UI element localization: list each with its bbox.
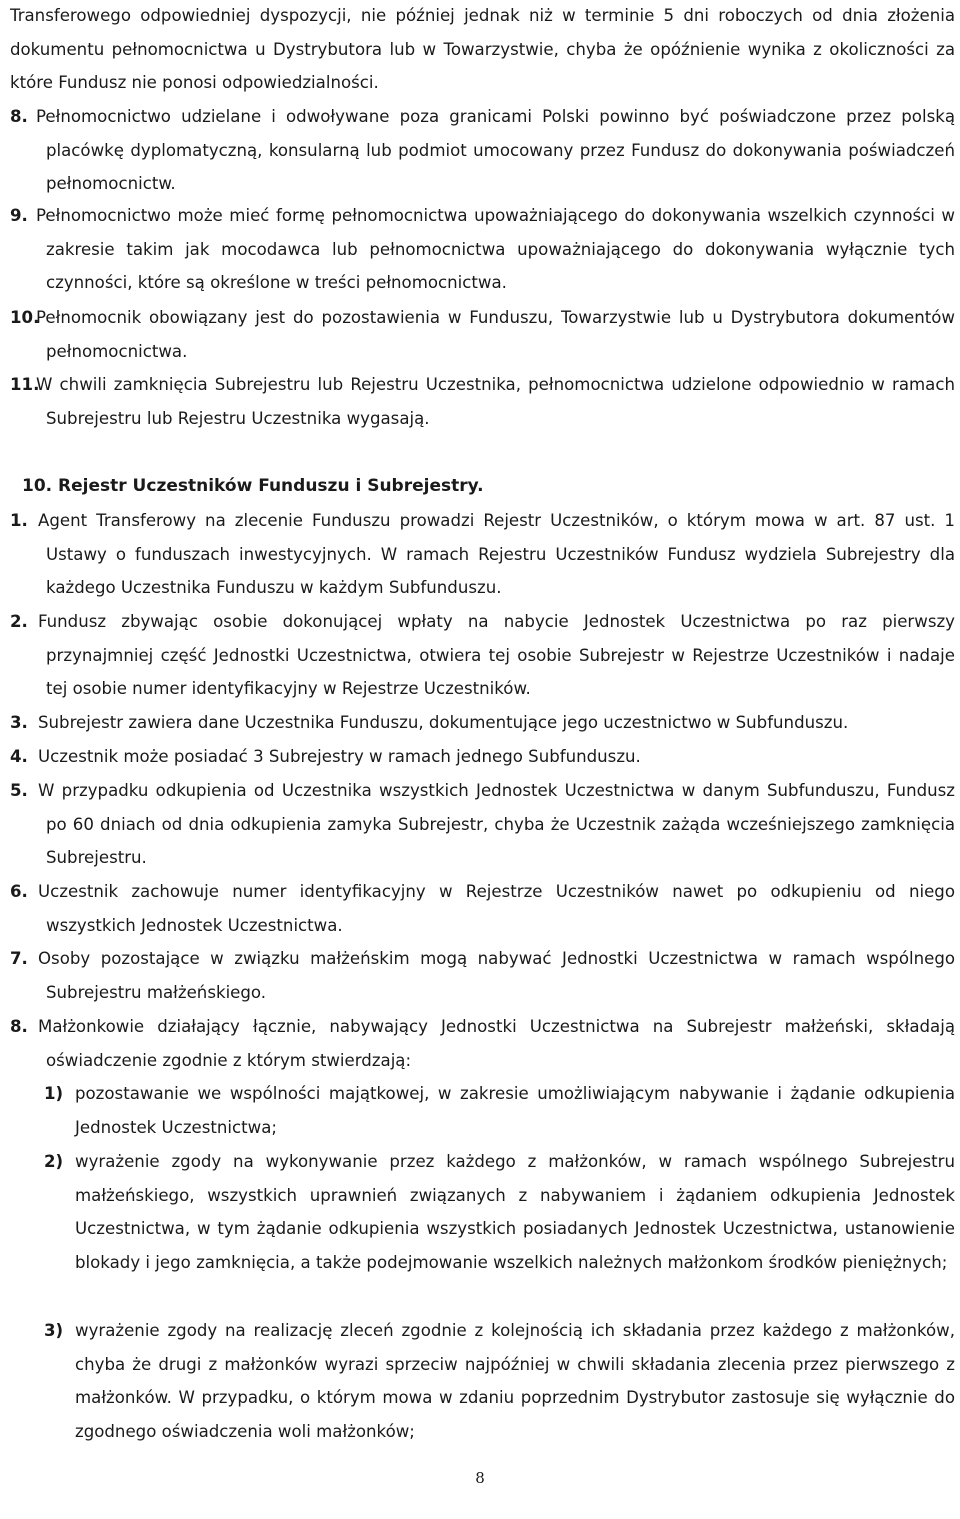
sub-list-item xyxy=(44,1314,955,1448)
list-item xyxy=(10,504,955,605)
item-number: 8. xyxy=(10,1017,28,1036)
section-heading: 10. Rejestr Uczestników Funduszu i Subrejestry. xyxy=(22,476,484,496)
item-number: 1. xyxy=(10,511,28,530)
page-number: 8 xyxy=(475,1469,485,1487)
list-item xyxy=(10,368,955,435)
item-number: 6. xyxy=(10,882,28,901)
item-number: 4. xyxy=(10,747,28,766)
list-item xyxy=(10,875,955,942)
item-number: 3. xyxy=(10,713,28,732)
sub-list-item xyxy=(44,1077,955,1144)
item-number: 8. xyxy=(10,107,28,126)
item-text: Pełnomocnik obowiązany jest do pozostawienia w Funduszu, Towarzystwie lub u Dystrybutora dokumentów pełnomocnictwa. xyxy=(36,308,955,361)
item-text: Małżonkowie działający łącznie, nabywający Jednostki Uczestnictwa na Subrejestr małżeński, składają oświadczenie zgodnie z którym stwierdzają: xyxy=(38,1017,955,1070)
list-item xyxy=(10,301,955,368)
list-item xyxy=(10,740,955,774)
sub-item-number: 1) xyxy=(44,1084,64,1103)
intro-paragraph: Transferowego odpowiedniej dyspozycji, nie później jednak niż w terminie 5 dni roboczych od dnia złożenia dokumentu pełnomocnictwa u Dystrybutora lub w Towarzystwie, chyba że opóźnienie wynika z okoliczności za które Fundusz nie ponosi odpowiedzialności. xyxy=(10,6,955,93)
item-text: Osoby pozostające w związku małżeńskim mogą nabywać Jednostki Uczestnictwa w ramach wspólnego Subrejestru małżeńskiego. xyxy=(38,949,955,1002)
item-text: Pełnomocnictwo udzielane i odwoływane poza granicami Polski powinno być poświadczone przez polską placówkę dyplomatyczną, konsularną lub podmiot umocowany przez Fundusz do dokonywania poświadczeń pełnomocnictw. xyxy=(36,107,955,194)
item-number: 7. xyxy=(10,949,28,968)
item-text: Subrejestr zawiera dane Uczestnika Funduszu, dokumentujące jego uczestnictwo w Subfunduszu. xyxy=(38,713,849,732)
item-text: Uczestnik zachowuje numer identyfikacyjny w Rejestrze Uczestników nawet po odkupieniu od niego wszystkich Jednostek Uczestnictwa. xyxy=(38,882,955,935)
item-number: 11. xyxy=(10,375,40,394)
sub-item-text: wyrażenie zgody na realizację zleceń zgodnie z kolejnością ich składania przez każdego z małżonków, chyba że drugi z małżonków wyrazi sprzeciw najpóźniej w chwili składania zlecenia przez pierwszego z małżonków. W przypadku, o którym mowa w zdaniu poprzednim Dystrybutor zastosuje się wyłącznie do zgodnego oświadczenia woli małżonków; xyxy=(75,1321,955,1441)
item-text: Agent Transferowy na zlecenie Funduszu prowadzi Rejestr Uczestników, o którym mowa w art. 87 ust. 1 Ustawy o funduszach inwestycyjnych. W ramach Rejestru Uczestników Fundusz wydziela Subrejestry dla każdego Uczestnika Funduszu w każdym Subfunduszu. xyxy=(38,511,955,598)
sub-item-number: 3) xyxy=(44,1321,64,1340)
sub-list-item xyxy=(44,1145,955,1279)
sub-item-text: pozostawanie we wspólności majątkowej, w zakresie umożliwiającym nabywanie i żądanie odkupienia Jednostek Uczestnictwa; xyxy=(75,1084,955,1137)
list-item xyxy=(10,100,955,201)
item-text: Pełnomocnictwo może mieć formę pełnomocnictwa upoważniającego do dokonywania wszelkich czynności w zakresie takim jak mocodawca lub pełnomocnictwa upoważniającego do dokonywania wyłącznie tych czynności, które są określone w treści pełnomocnictwa. xyxy=(36,206,955,293)
item-text: W przypadku odkupienia od Uczestnika wszystkich Jednostek Uczestnictwa w danym Subfunduszu, Fundusz po 60 dniach od dnia odkupienia zamyka Subrejestr, chyba że Uczestnik zażąda wcześniejszego zamknięcia Subrejestru. xyxy=(38,781,955,868)
item-text: W chwili zamknięcia Subrejestru lub Rejestru Uczestnika, pełnomocnictwa udzielone odpowiednio w ramach Subrejestru lub Rejestru Uczestnika wygasają. xyxy=(36,375,955,428)
item-text: Uczestnik może posiadać 3 Subrejestry w ramach jednego Subfunduszu. xyxy=(38,747,641,766)
list-item xyxy=(10,1010,955,1077)
item-text: Fundusz zbywając osobie dokonującej wpłaty na nabycie Jednostek Uczestnictwa po raz pierwszy przynajmniej część Jednostki Uczestnictwa, otwiera tej osobie Subrejestr w Rejestrze Uczestników i nadaje tej osobie numer identyfikacyjny w Rejestrze Uczestników. xyxy=(38,612,955,699)
sub-item-number: 2) xyxy=(44,1152,64,1171)
item-number: 10. xyxy=(10,308,40,327)
list-item xyxy=(10,774,955,875)
list-item xyxy=(10,605,955,706)
item-number: 9. xyxy=(10,206,28,225)
item-number: 5. xyxy=(10,781,28,800)
list-item xyxy=(10,942,955,1009)
list-item xyxy=(10,199,955,300)
item-number: 2. xyxy=(10,612,28,631)
list-item xyxy=(10,706,955,740)
sub-item-text: wyrażenie zgody na wykonywanie przez każdego z małżonków, w ramach wspólnego Subrejestru małżeńskiego, wszystkich uprawnień związanych z nabywaniem i żądaniem odkupienia Jednostek Uczestnictwa, w tym żądanie odkupienia wszystkich posiadanych Jednostek Uczestnictwa, ustanowienie blokady i jego zamknięcia, a także podejmowanie wszelkich należnych małżonkom środków pieniężnych; xyxy=(75,1152,955,1272)
